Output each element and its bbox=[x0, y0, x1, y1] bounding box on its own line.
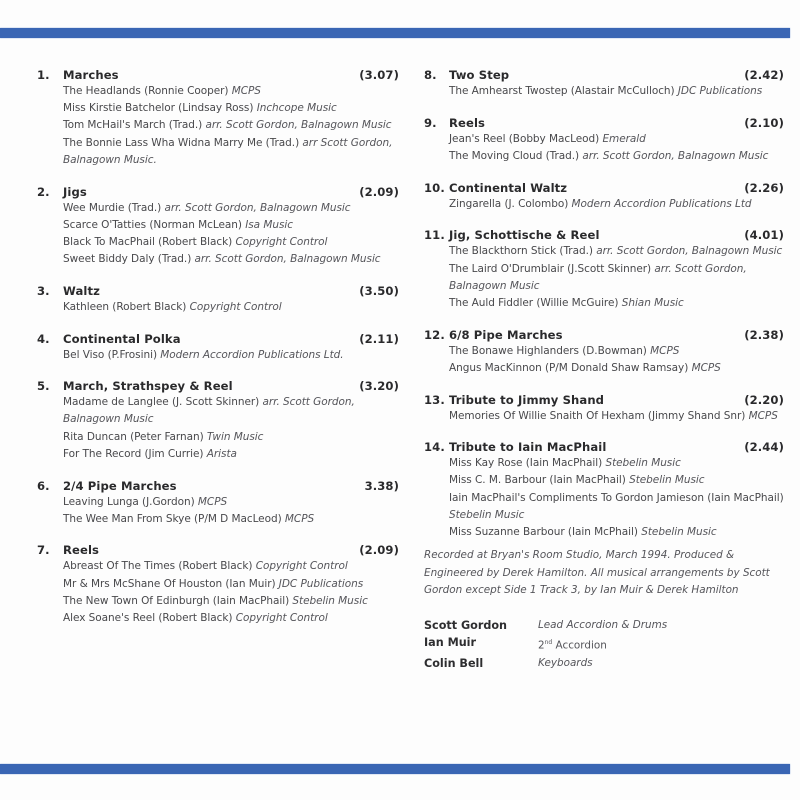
track-duration: (2.44) bbox=[744, 440, 784, 455]
track-number: 14. bbox=[424, 440, 445, 455]
track-8 bbox=[424, 67, 784, 100]
tune-line: The Bonnie Lass Wha Widna Marry Me (Trad.) arr Scott Gordon, Balnagown Music. bbox=[63, 136, 393, 166]
track-heading bbox=[424, 115, 784, 131]
track-number: 3. bbox=[37, 283, 50, 298]
track-heading bbox=[37, 283, 399, 299]
tune-line: The Auld Fiddler (Willie McGuire) Shian Music bbox=[449, 296, 684, 309]
track-11 bbox=[424, 227, 784, 312]
track-heading bbox=[37, 478, 399, 494]
track-heading bbox=[424, 327, 784, 343]
musician-name: Scott Gordon bbox=[424, 619, 508, 633]
track-title: Jig, Schottische & Reel bbox=[449, 228, 600, 243]
tune-line: Rita Duncan (Peter Farnan) Twin Music bbox=[63, 430, 264, 443]
track-duration: 3.38) bbox=[364, 478, 399, 493]
track-title: Two Step bbox=[449, 68, 510, 82]
track-number: 6. bbox=[37, 478, 50, 493]
track-number: 11. bbox=[424, 228, 445, 243]
track-10 bbox=[424, 180, 784, 213]
musician-name: Colin Bell bbox=[424, 656, 484, 670]
tune-line: Iain MacPhail's Compliments To Gordon Jamieson (Iain MacPhail) Stebelin Music bbox=[449, 491, 784, 521]
track-duration: (3.07) bbox=[359, 68, 399, 82]
left-tracklist-column bbox=[37, 67, 399, 642]
track-12 bbox=[424, 327, 784, 377]
tune-line: The Bonawe Highlanders (D.Bowman) MCPS bbox=[449, 344, 680, 357]
tune-line: Miss C. M. Barbour (Iain MacPhail) Stebelin Music bbox=[449, 474, 705, 487]
track-4 bbox=[37, 331, 399, 364]
track-duration: (3.50) bbox=[359, 283, 399, 298]
tune-line: Zingarella (J. Colombo) Modern Accordion Publications Ltd bbox=[449, 197, 752, 210]
tune-line: The Headlands (Ronnie Cooper) MCPS bbox=[63, 85, 261, 97]
track-duration: (4.01) bbox=[744, 228, 784, 243]
track-heading bbox=[37, 184, 399, 200]
track-title: 6/8 Pipe Marches bbox=[449, 327, 563, 342]
tune-line: The Laird O'Drumblair (J.Scott Skinner) arr. Scott Gordon, Balnagown Music bbox=[449, 262, 747, 292]
track-heading bbox=[37, 378, 399, 394]
track-3 bbox=[37, 283, 399, 316]
track-duration: (2.10) bbox=[744, 115, 784, 130]
credit-row bbox=[424, 655, 784, 672]
tune-line: Angus MacKinnon (P/M Donald Shaw Ramsay) MCPS bbox=[449, 361, 721, 374]
recording-notes: Recorded at Bryan's Room Studio, March 1994. Produced & Engineered by Derek Hamilton. All musical arrangements by Scott Gordon except Side 1 Track 3, by Ian Muir & Derek Hamilton bbox=[424, 549, 770, 596]
track-heading bbox=[424, 439, 784, 455]
musician-role: Keyboards bbox=[538, 656, 593, 669]
track-number: 8. bbox=[424, 68, 437, 82]
track-title: March, Strathspey & Reel bbox=[63, 379, 233, 394]
tune-line: Sweet Biddy Daly (Trad.) arr. Scott Gordon, Balnagown Music bbox=[63, 253, 381, 266]
track-9 bbox=[424, 115, 784, 165]
track-2 bbox=[37, 184, 399, 269]
track-heading bbox=[37, 542, 399, 558]
credit-row bbox=[424, 634, 784, 654]
tune-line: Kathleen (Robert Black) Copyright Control bbox=[63, 300, 282, 313]
track-heading bbox=[424, 67, 784, 83]
musician-role: 2nd Accordion bbox=[538, 639, 607, 652]
track-number: 7. bbox=[37, 543, 50, 558]
track-title: Tribute to Iain MacPhail bbox=[449, 440, 607, 455]
track-number: 5. bbox=[37, 379, 50, 394]
track-title: Waltz bbox=[63, 283, 100, 298]
track-number: 4. bbox=[37, 331, 50, 346]
tune-line: Alex Soane's Reel (Robert Black) Copyright Control bbox=[63, 612, 328, 625]
tune-line: Abreast Of The Times (Robert Black) Copyright Control bbox=[63, 560, 348, 573]
tune-line: The New Town Of Edinburgh (Iain MacPhail) Stebelin Music bbox=[63, 594, 368, 607]
tune-line: The Blackthorn Stick (Trad.) arr. Scott Gordon, Balnagown Music bbox=[449, 245, 783, 258]
tune-line: Miss Kirstie Batchelor (Lindsay Ross) Inchcope Music bbox=[63, 102, 337, 115]
track-duration: (3.20) bbox=[359, 379, 399, 394]
track-duration: (2.09) bbox=[359, 184, 399, 199]
track-6 bbox=[37, 478, 399, 528]
tune-line: Scarce O'Tatties (Norman McLean) Isa Music bbox=[63, 218, 293, 231]
track-duration: (2.38) bbox=[744, 327, 784, 342]
musician-credits bbox=[424, 617, 784, 671]
tune-line: Memories Of Willie Snaith Of Hexham (Jimmy Shand Snr) MCPS bbox=[449, 409, 778, 422]
tune-line: Leaving Lunga (J.Gordon) MCPS bbox=[63, 495, 228, 508]
right-tracklist-column bbox=[424, 67, 784, 672]
tune-line: Tom McHail's March (Trad.) arr. Scott Gordon, Balnagown Music bbox=[63, 119, 392, 132]
track-heading bbox=[424, 392, 784, 408]
track-duration: (2.26) bbox=[744, 180, 784, 195]
track-heading bbox=[37, 331, 399, 347]
track-title: Reels bbox=[63, 543, 100, 558]
track-title: Reels bbox=[449, 115, 486, 130]
track-5 bbox=[37, 378, 399, 463]
track-title: Continental Polka bbox=[63, 331, 181, 346]
track-number: 12. bbox=[424, 327, 445, 342]
track-number: 13. bbox=[424, 392, 445, 407]
musician-name: Ian Muir bbox=[424, 636, 477, 650]
bottom-blue-band bbox=[0, 764, 790, 774]
track-duration: (2.09) bbox=[359, 543, 399, 558]
tune-line: The Moving Cloud (Trad.) arr. Scott Gordon, Balnagown Music bbox=[449, 149, 769, 162]
track-heading bbox=[37, 67, 399, 83]
track-duration: (2.11) bbox=[359, 331, 399, 346]
track-13 bbox=[424, 392, 784, 425]
tune-line: Jean's Reel (Bobby MacLeod) Emerald bbox=[449, 132, 646, 145]
track-number: 9. bbox=[424, 115, 437, 130]
tune-line: The Wee Man From Skye (P/M D MacLeod) MCPS bbox=[63, 512, 315, 525]
track-duration: (2.20) bbox=[744, 392, 784, 407]
track-title: Marches bbox=[63, 68, 119, 82]
tune-line: Miss Kay Rose (Iain MacPhail) Stebelin Music bbox=[449, 457, 681, 470]
track-title: Continental Waltz bbox=[449, 180, 568, 195]
tune-line: Madame de Langlee (J. Scott Skinner) arr. Scott Gordon, Balnagown Music bbox=[63, 396, 355, 426]
track-heading bbox=[424, 227, 784, 243]
top-blue-band bbox=[0, 28, 790, 38]
track-heading bbox=[424, 180, 784, 196]
track-number: 10. bbox=[424, 180, 445, 195]
tune-line: The Amhearst Twostep (Alastair McCulloch) JDC Publications bbox=[449, 85, 763, 97]
tune-line: Miss Suzanne Barbour (Iain McPhail) Stebelin Music bbox=[449, 526, 717, 539]
credit-row bbox=[424, 617, 784, 634]
track-7 bbox=[37, 542, 399, 627]
track-title: Jigs bbox=[63, 184, 87, 199]
track-title: Tribute to Jimmy Shand bbox=[449, 392, 605, 407]
tune-line: Bel Viso (P.Frosini) Modern Accordion Publications Ltd. bbox=[63, 348, 344, 361]
track-14 bbox=[424, 439, 784, 541]
musician-role: Lead Accordion & Drums bbox=[538, 619, 668, 632]
tune-line: For The Record (Jim Currie) Arista bbox=[63, 447, 237, 460]
track-1 bbox=[37, 67, 399, 169]
tune-line: Black To MacPhail (Robert Black) Copyright Control bbox=[63, 235, 328, 248]
track-title: 2/4 Pipe Marches bbox=[63, 478, 177, 493]
track-number: 2. bbox=[37, 184, 50, 199]
track-number: 1. bbox=[37, 68, 50, 82]
track-duration: (2.42) bbox=[744, 68, 784, 82]
tune-line: Wee Murdie (Trad.) arr. Scott Gordon, Balnagown Music bbox=[63, 201, 351, 214]
tune-line: Mr & Mrs McShane Of Houston (Ian Muir) JDC Publications bbox=[63, 577, 364, 590]
